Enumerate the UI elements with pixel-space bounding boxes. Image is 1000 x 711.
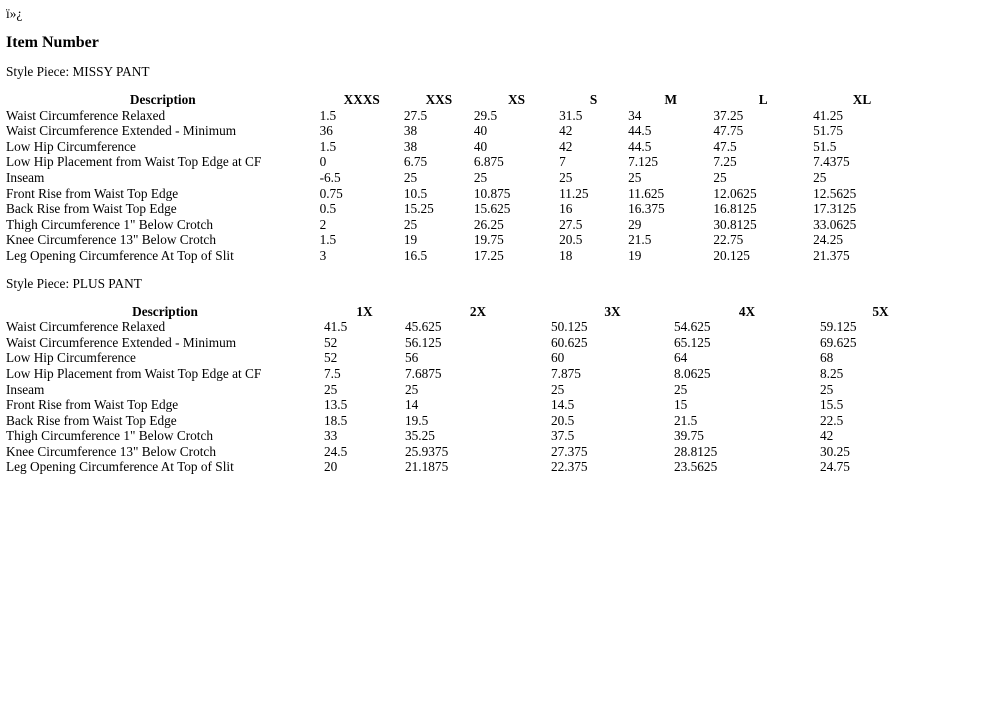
measurement-cell: 54.625: [674, 319, 711, 335]
measurement-cell: 44.5: [628, 138, 652, 154]
measurement-cell: 28.8125: [674, 443, 718, 459]
measurement-cell: 27.5: [403, 107, 428, 123]
table-row: [6, 201, 911, 217]
measurement-cell: 19.75: [473, 232, 504, 248]
measurement-cell: 68: [820, 350, 834, 366]
column-header: XS: [507, 92, 525, 107]
table-header-row: [6, 92, 911, 108]
measurement-cell: 7.6875: [405, 365, 442, 381]
row-description-cell: Knee Circumference 13" Below Crotch: [6, 443, 216, 459]
table-row: [6, 428, 941, 444]
measurement-cell: 7.125: [628, 154, 659, 170]
measurement-cell: 21.5: [674, 412, 698, 428]
measurement-cell: 47.5: [713, 138, 737, 154]
table-row: [6, 123, 911, 139]
measurement-cell: 15.25: [403, 201, 434, 217]
measurement-cell: 39.75: [674, 428, 704, 444]
row-description-cell: Waist Circumference Extended - Minimum: [6, 123, 237, 139]
measurement-cell: -6.5: [319, 169, 341, 185]
measurement-cell: 7.5: [324, 365, 341, 381]
measurement-cell: 6.875: [473, 154, 504, 170]
table-row: [6, 139, 911, 155]
measurement-cell: 13.5: [324, 397, 348, 413]
measurement-cell: 65.125: [674, 334, 711, 350]
row-description-cell: Waist Circumference Extended - Minimum: [6, 334, 237, 350]
measurement-cell: 30.8125: [713, 216, 757, 232]
measurement-cell: 56: [405, 350, 419, 366]
column-header: 1X: [356, 303, 373, 319]
measurement-cell: 30.25: [820, 443, 850, 459]
row-description-cell: Low Hip Circumference: [6, 350, 136, 366]
measurement-cell: 52: [324, 350, 338, 366]
measurement-cell: 14: [405, 397, 419, 413]
measurement-cell: 41.25: [813, 107, 844, 123]
measurement-cell: 16.8125: [713, 201, 757, 217]
measurement-cell: 0.75: [319, 185, 343, 201]
table-row: [6, 108, 911, 124]
measurement-cell: 25: [559, 169, 573, 185]
measurement-cell: 25: [551, 381, 565, 397]
measurement-cell: 23.5625: [674, 459, 718, 475]
measurement-cell: 24.5: [324, 443, 348, 459]
measurement-cell: 37.5: [551, 428, 575, 444]
measurement-cell: 8.0625: [674, 365, 711, 381]
measurement-cell: 51.5: [813, 138, 837, 154]
measurement-cell: 29: [628, 216, 642, 232]
column-header: S: [589, 92, 598, 107]
column-header: XXS: [425, 92, 453, 107]
measurement-cell: 37.25: [713, 107, 744, 123]
column-header: 3X: [604, 303, 621, 319]
measurement-cell: 24.25: [813, 232, 844, 248]
measurement-cell: 1.5: [319, 232, 337, 248]
measurement-cell: 12.0625: [713, 185, 757, 201]
measurement-cell: 19: [403, 232, 418, 248]
measurement-cell: 8.25: [820, 365, 844, 381]
plus-table-body: [6, 319, 941, 475]
row-description-cell: Leg Opening Circumference At Top of Slit: [6, 247, 234, 263]
column-header: XL: [852, 92, 872, 107]
table-row: [6, 366, 941, 382]
measurement-cell: 16: [559, 201, 573, 217]
row-description-cell: Low Hip Placement from Waist Top Edge at CF: [6, 154, 262, 170]
measurement-cell: 0.5: [319, 201, 337, 217]
measurement-cell: 20: [324, 459, 338, 475]
measurement-cell: 15: [674, 397, 688, 413]
measurement-cell: 38: [403, 138, 418, 154]
measurement-cell: 25: [405, 381, 419, 397]
measurement-cell: 36: [319, 123, 333, 139]
measurement-cell: 16.375: [628, 201, 665, 217]
table-row: [6, 232, 911, 248]
measurement-cell: 18: [559, 247, 573, 263]
measurement-cell: 27.5: [559, 216, 583, 232]
measurement-cell: 42: [559, 123, 573, 139]
measurement-cell: 22.375: [551, 459, 588, 475]
measurement-cell: 44.5: [628, 123, 652, 139]
column-header: Description: [132, 303, 198, 319]
measurement-cell: 20.125: [713, 247, 750, 263]
page-title: Item Number: [6, 34, 99, 51]
measurement-cell: 38: [403, 123, 418, 139]
measurement-cell: 15.5: [820, 397, 844, 413]
measurement-cell: 25: [713, 169, 727, 185]
measurement-cell: 25: [473, 169, 488, 185]
measurement-cell: 22.5: [820, 412, 844, 428]
measurement-cell: 12.5625: [813, 185, 857, 201]
table-row: [6, 444, 941, 460]
measurement-cell: 7: [559, 154, 566, 170]
measurement-cell: 45.625: [405, 319, 442, 335]
measurement-cell: 34: [628, 107, 642, 123]
measurement-cell: 25: [403, 169, 418, 185]
measurement-cell: 27.375: [551, 443, 588, 459]
measurement-cell: 19: [628, 247, 642, 263]
measurement-cell: 42: [559, 138, 573, 154]
column-header: M: [664, 92, 678, 107]
measurement-cell: 25: [324, 381, 338, 397]
table-row: [6, 382, 941, 398]
table-row: [6, 319, 941, 335]
measurement-cell: 6.75: [403, 154, 428, 170]
measurement-cell: 7.25: [713, 154, 737, 170]
measurement-cell: 42: [820, 428, 834, 444]
measurement-cell: 60: [551, 350, 565, 366]
row-description-cell: Leg Opening Circumference At Top of Slit: [6, 459, 234, 475]
measurement-cell: 25.9375: [405, 443, 449, 459]
measurement-cell: 47.75: [713, 123, 744, 139]
table-row: [6, 413, 941, 429]
table-row: [6, 397, 941, 413]
measurement-cell: 41.5: [324, 319, 348, 335]
measurement-cell: 33.0625: [813, 216, 857, 232]
measurement-cell: 16.5: [403, 247, 428, 263]
row-description-cell: Back Rise from Waist Top Edge: [6, 412, 177, 428]
row-description-cell: Waist Circumference Relaxed: [6, 319, 166, 335]
table-row: [6, 186, 911, 202]
measurement-cell: 50.125: [551, 319, 588, 335]
table-row: [6, 170, 911, 186]
measurement-cell: 40: [473, 138, 488, 154]
measurement-cell: 25: [674, 381, 688, 397]
measurement-cell: 17.3125: [813, 201, 857, 217]
plus-style-label: Style Piece: PLUS PANT: [6, 275, 142, 291]
row-description-cell: Inseam: [6, 169, 45, 185]
row-description-cell: Inseam: [6, 381, 45, 397]
measurement-cell: 14.5: [551, 397, 575, 413]
measurement-cell: 21.5: [628, 232, 652, 248]
column-header: XXXS: [343, 92, 380, 107]
measurement-cell: 26.25: [473, 216, 504, 232]
measurement-cell: 25: [403, 216, 418, 232]
measurement-cell: 18.5: [324, 412, 348, 428]
row-description-cell: Thigh Circumference 1" Below Crotch: [6, 216, 214, 232]
row-description-cell: Thigh Circumference 1" Below Crotch: [6, 428, 214, 444]
missy-table-body: [6, 108, 911, 264]
row-description-cell: Low Hip Placement from Waist Top Edge at CF: [6, 365, 262, 381]
measurement-cell: 51.75: [813, 123, 844, 139]
column-header: Description: [129, 92, 196, 107]
row-description-cell: Low Hip Circumference: [6, 138, 136, 154]
measurement-cell: 25: [820, 381, 834, 397]
table-row: [6, 350, 941, 366]
measurement-cell: 15.625: [473, 201, 511, 217]
measurement-cell: 19.5: [405, 412, 429, 428]
measurement-cell: 17.25: [473, 247, 504, 263]
table-row: [6, 459, 941, 475]
row-description-cell: Front Rise from Waist Top Edge: [6, 185, 179, 201]
column-header: 5X: [872, 303, 889, 319]
measurement-cell: 11.625: [628, 185, 665, 201]
measurement-cell: 3: [319, 247, 327, 263]
row-description-cell: Front Rise from Waist Top Edge: [6, 397, 179, 413]
measurement-cell: 40: [473, 123, 488, 139]
measurement-cell: 56.125: [405, 334, 442, 350]
row-description-cell: Waist Circumference Relaxed: [6, 107, 166, 123]
missy-style-label: Style Piece: MISSY PANT: [6, 64, 150, 79]
measurement-cell: 1.5: [319, 107, 337, 123]
measurement-cell: 21.1875: [405, 459, 449, 475]
measurement-cell: 60.625: [551, 334, 588, 350]
measurement-cell: 20.5: [559, 232, 583, 248]
measurement-cell: 69.625: [820, 334, 857, 350]
missy-size-table: [6, 92, 911, 264]
column-header: 4X: [738, 303, 756, 319]
measurement-cell: 10.5: [403, 185, 428, 201]
plus-size-table: [6, 304, 941, 476]
measurement-cell: 22.75: [713, 232, 744, 248]
measurement-cell: 25: [628, 169, 642, 185]
measurement-cell: 52: [324, 334, 338, 350]
table-row: [6, 154, 911, 170]
row-description-cell: Knee Circumference 13" Below Crotch: [6, 232, 216, 248]
measurement-cell: 11.25: [559, 185, 589, 201]
measurement-cell: 35.25: [405, 428, 435, 444]
measurement-cell: 33: [324, 428, 338, 444]
measurement-cell: 2: [319, 216, 327, 232]
row-description-cell: Back Rise from Waist Top Edge: [6, 201, 177, 217]
table-header-row: [6, 304, 941, 320]
page-content: [6, 6, 994, 475]
table-row: [6, 248, 911, 264]
measurement-cell: 24.75: [820, 459, 850, 475]
measurement-cell: 7.875: [551, 365, 581, 381]
table-row: [6, 217, 911, 233]
measurement-cell: 31.5: [559, 107, 583, 123]
measurement-cell: 0: [319, 154, 327, 170]
measurement-cell: 64: [674, 350, 688, 366]
column-header: 2X: [469, 303, 487, 319]
column-header: L: [758, 92, 768, 107]
measurement-cell: 10.875: [473, 185, 511, 201]
measurement-cell: 29.5: [473, 107, 498, 123]
encoding-artifact-text: ï»¿: [6, 6, 23, 21]
measurement-cell: 1.5: [319, 138, 337, 154]
table-row: [6, 335, 941, 351]
measurement-cell: 20.5: [551, 412, 575, 428]
measurement-cell: 21.375: [813, 247, 850, 263]
measurement-cell: 25: [813, 169, 827, 185]
measurement-cell: 59.125: [820, 319, 857, 335]
measurement-cell: 7.4375: [813, 154, 850, 170]
